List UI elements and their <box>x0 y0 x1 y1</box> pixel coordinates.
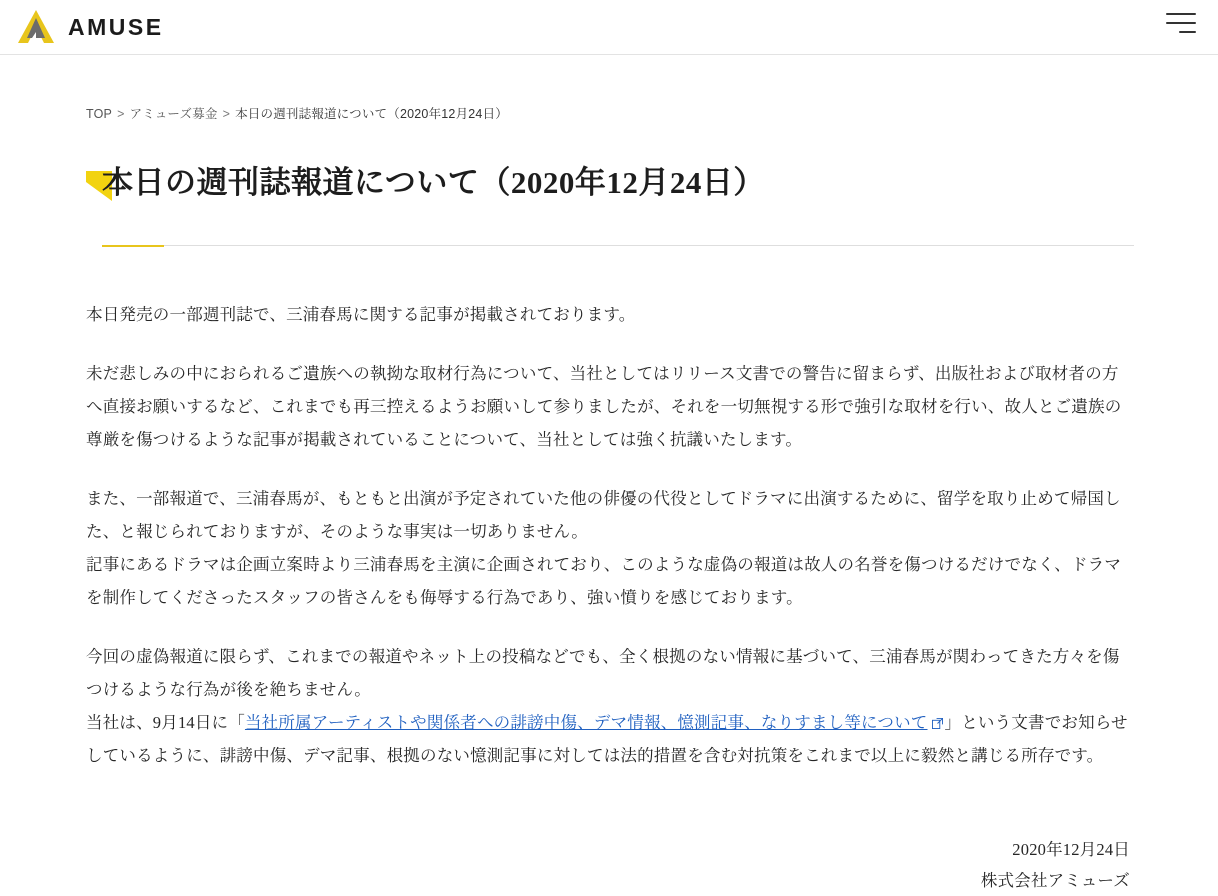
signature-date: 2020年12月24日 <box>1012 839 1130 859</box>
title-divider <box>102 245 1134 246</box>
article-paragraph-3: また、一部報道で、三浦春馬が、もともと出演が予定されていた他の俳優の代役としてドラマに出演するために、留学を取り止めて帰国した、と報じられておりますが、そのような事実は一切ありません。 <box>86 488 1121 541</box>
article-paragraph-6 <box>86 706 1134 772</box>
article-paragraph-1: 本日発売の一部週刊誌で、三浦春馬に関する記事が掲載されております。 <box>86 304 636 324</box>
breadcrumb-item-donation[interactable]: アミューズ募金 <box>129 107 218 121</box>
notice-document-link-label: 当社所属アーティストや関係者への誹謗中傷、デマ情報、憶測記事、なりすまし等について <box>244 712 928 732</box>
final-paragraph-before-link: 当社は、9月14日に「 <box>86 712 245 732</box>
site-logo[interactable] <box>16 8 164 46</box>
external-link-icon <box>932 718 943 729</box>
content-container <box>84 55 1134 896</box>
page-body <box>0 55 1218 896</box>
breadcrumb-item-top[interactable]: TOP <box>86 107 113 121</box>
article-paragraph-4: 記事にあるドラマは企画立案時より三浦春馬を主演に企画されており、このような虚偽の報道は故人の名誉を傷つけるだけでなく、ドラマを制作してくださったスタッフの皆さんをも侮辱する行為であり、強い憤りを感じております。 <box>86 554 1122 607</box>
breadcrumb-item-current: 本日の週刊誌報道について（2020年12月24日） <box>235 107 508 121</box>
signature-block <box>86 834 1134 896</box>
page-title: 本日の週刊誌報道について（2020年12月24日） <box>102 165 765 200</box>
breadcrumb <box>86 55 1134 122</box>
logo-text: AMUSE <box>68 13 164 40</box>
article-body <box>86 298 1134 772</box>
breadcrumb-separator-2: > <box>222 107 231 121</box>
article-paragraph-2: 未だ悲しみの中におられるご遺族への執拗な取材行為について、当社としてはリリース文書での警告に留まらず、出版社および取材者の方へ直接お願いするなど、これまでも再三控えるようお願いして参りましたが、それを一切無視する形で強引な取材を行い、故人とご遺族の尊厳を傷つけるような記事が掲載されていることについて、当社としては強く抗議いたします。 <box>86 363 1122 449</box>
page-title-row <box>86 164 1134 246</box>
hamburger-menu-icon[interactable] <box>1166 13 1196 41</box>
signature-company: 株式会社アミューズ <box>980 871 1130 891</box>
breadcrumb-separator-1: > <box>117 107 125 121</box>
article-paragraph-5: 今回の虚偽報道に限らず、これまでの報道やネット上の投稿などでも、全く根拠のない情報に基づいて、三浦春馬が関わってきた方々を傷つけるような行為が後を絶ちません。 <box>86 646 1120 699</box>
final-paragraph-after-link: 」という文書でお知らせしているように、誹謗中傷、デマ記事、根拠のない憶測記事に対しては法的措置を含む対抗策をこれまで以上に毅然と講じる所存です。 <box>86 712 1128 765</box>
amuse-triangle-logo-icon <box>16 8 56 46</box>
menu-line-1 <box>1166 13 1196 15</box>
menu-line-2 <box>1166 22 1196 24</box>
notice-document-link[interactable] <box>245 713 945 732</box>
site-header <box>0 0 1218 55</box>
menu-line-3 <box>1179 31 1196 33</box>
